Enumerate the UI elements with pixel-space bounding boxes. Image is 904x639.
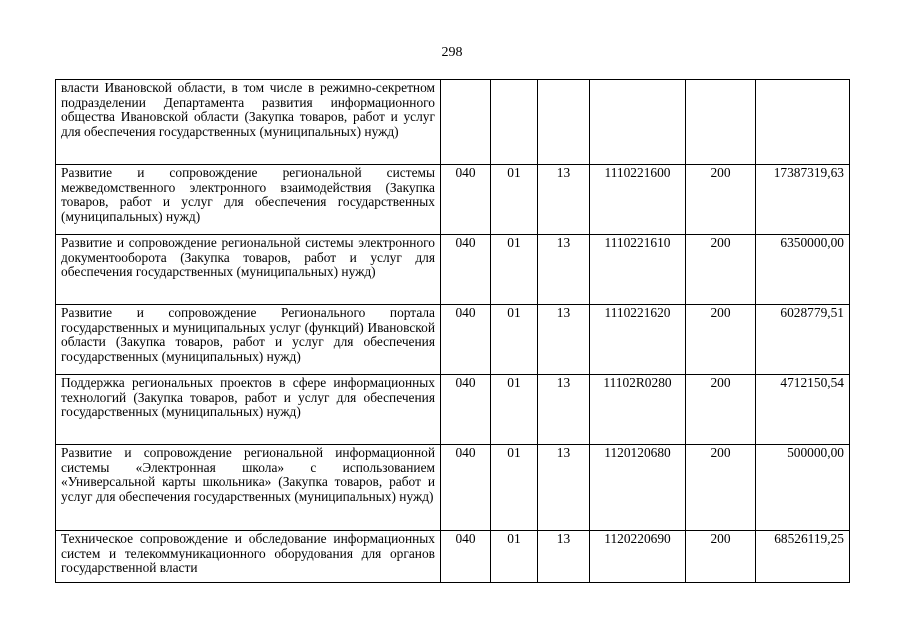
- row-amount: 500000,00: [756, 445, 850, 531]
- table-row: [56, 80, 850, 165]
- row-grbs-code: 040: [441, 235, 491, 305]
- row-target-code: 1120120680: [590, 445, 686, 531]
- row-section-code: 01: [491, 445, 538, 531]
- row-grbs-code: [441, 80, 491, 165]
- row-subsection-code: 13: [538, 165, 590, 235]
- table-row: [56, 375, 850, 445]
- row-grbs-code: 040: [441, 305, 491, 375]
- row-section-code: 01: [491, 305, 538, 375]
- row-target-code: 1110221620: [590, 305, 686, 375]
- row-section-code: 01: [491, 165, 538, 235]
- page-number: 298: [441, 45, 463, 60]
- row-amount: 6350000,00: [756, 235, 850, 305]
- row-target-code: 1110221610: [590, 235, 686, 305]
- table-row: [56, 235, 850, 305]
- row-section-code: [491, 80, 538, 165]
- row-description: Развитие и сопровождение Регионального портала государственных и муниципальных услуг (функций) Ивановской области (Закупка товаров, работ и услуг для обеспечения государственных (муниципальных) нужд): [56, 305, 441, 375]
- table-row: [56, 445, 850, 531]
- row-amount: 6028779,51: [756, 305, 850, 375]
- row-amount: 17387319,63: [756, 165, 850, 235]
- row-grbs-code: 040: [441, 375, 491, 445]
- row-expense-type: 200: [686, 235, 756, 305]
- row-expense-type: [686, 80, 756, 165]
- row-subsection-code: 13: [538, 235, 590, 305]
- row-expense-type: 200: [686, 531, 756, 583]
- row-subsection-code: 13: [538, 445, 590, 531]
- row-description: Техническое сопровождение и обследование информационных систем и телекоммуникационного оборудования для органов государственной власти: [56, 531, 441, 583]
- row-amount: 4712150,54: [756, 375, 850, 445]
- row-amount: 68526119,25: [756, 531, 850, 583]
- row-section-code: 01: [491, 375, 538, 445]
- row-description: Развитие и сопровождение региональной системы электронного документооборота (Закупка товаров, работ и услуг для обеспечения государственных (муниципальных) нужд): [56, 235, 441, 305]
- row-subsection-code: 13: [538, 305, 590, 375]
- row-description: Развитие и сопровождение региональной информационной системы «Электронная школа» с использованием «Универсальной карты школьника» (Закупка товаров, работ и услуг для обеспечения государственных (муниципальных) нужд): [56, 445, 441, 531]
- row-grbs-code: 040: [441, 165, 491, 235]
- row-subsection-code: 13: [538, 531, 590, 583]
- row-amount: [756, 80, 850, 165]
- row-target-code: [590, 80, 686, 165]
- row-section-code: 01: [491, 235, 538, 305]
- row-description: Развитие и сопровождение региональной системы межведомственного электронного взаимодействия (Закупка товаров, работ и услуг для обеспечения государственных (муниципальных) нужд): [56, 165, 441, 235]
- row-subsection-code: 13: [538, 375, 590, 445]
- row-expense-type: 200: [686, 305, 756, 375]
- row-expense-type: 200: [686, 445, 756, 531]
- row-expense-type: 200: [686, 375, 756, 445]
- table-row: [56, 531, 850, 583]
- budget-table: [55, 79, 850, 583]
- row-subsection-code: [538, 80, 590, 165]
- row-target-code: 11102R0280: [590, 375, 686, 445]
- row-target-code: 1110221600: [590, 165, 686, 235]
- row-grbs-code: 040: [441, 531, 491, 583]
- table-row: [56, 165, 850, 235]
- row-grbs-code: 040: [441, 445, 491, 531]
- table-row: [56, 305, 850, 375]
- row-description: Поддержка региональных проектов в сфере информационных технологий (Закупка товаров, работ и услуг для обеспечения государственных (муниципальных) нужд): [56, 375, 441, 445]
- row-section-code: 01: [491, 531, 538, 583]
- row-description: власти Ивановской области, в том числе в режимно-секретном подразделении Департамента развития информационного общества Ивановской области (Закупка товаров, работ и услуг для обеспечения государственных (муниципальных) нужд): [56, 80, 441, 165]
- row-expense-type: 200: [686, 165, 756, 235]
- row-target-code: 1120220690: [590, 531, 686, 583]
